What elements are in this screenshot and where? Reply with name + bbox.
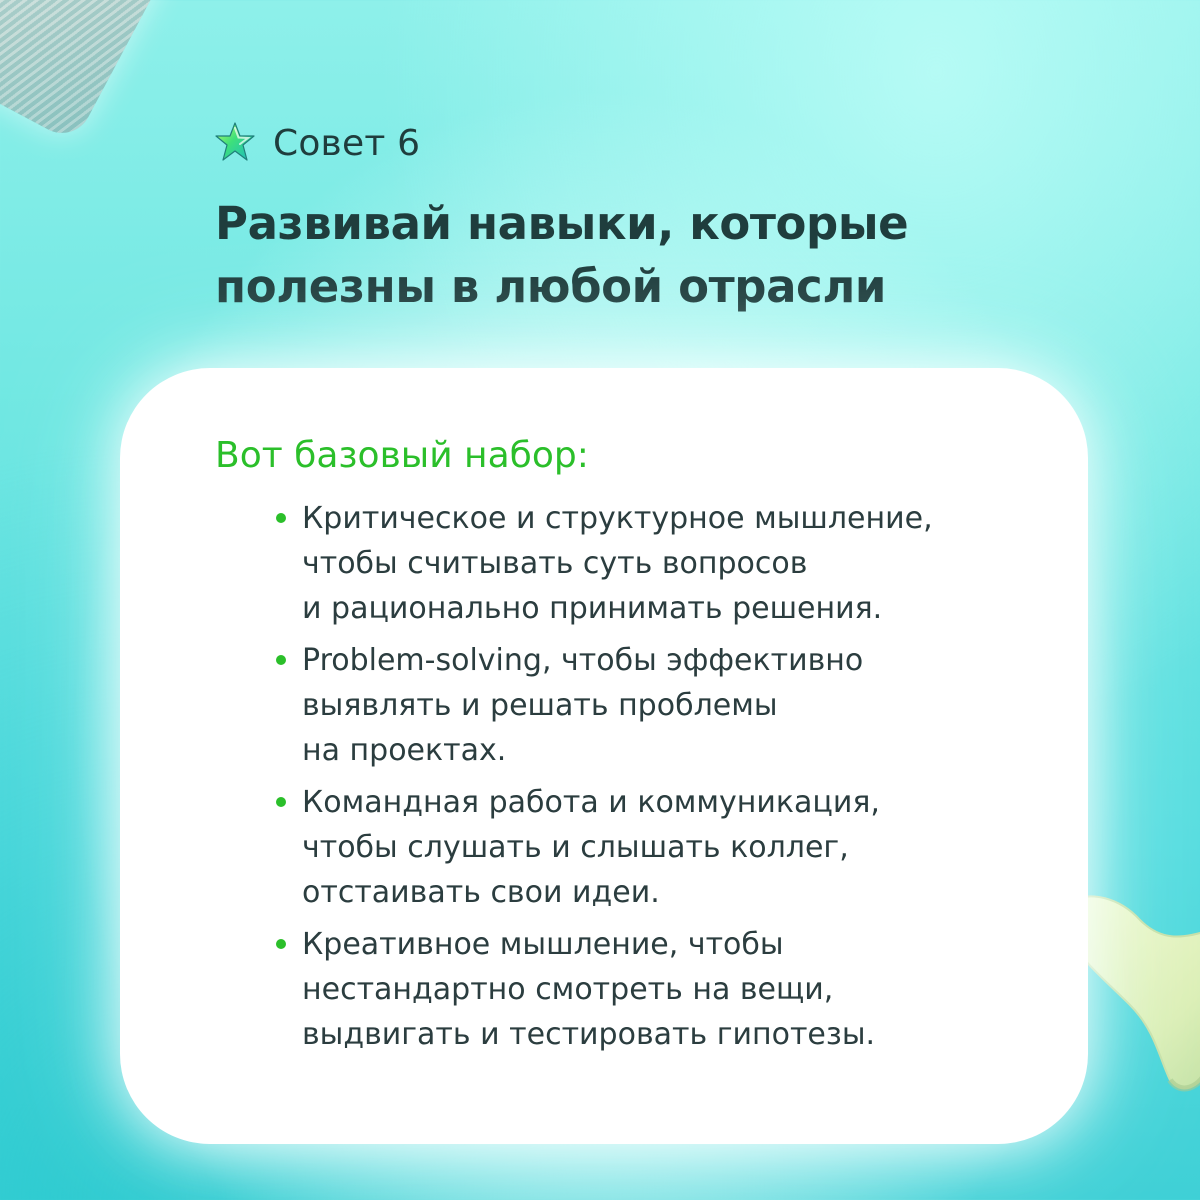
tip-header [213,118,420,168]
list-item-line: Критическое и структурное мышление, [302,501,933,536]
list-item-line: Командная работа и коммуникация, [302,785,880,820]
list-item [272,922,1052,1057]
bullet-dot-icon [276,797,286,807]
star-icon [213,121,257,165]
tip-label: Совет 6 [273,122,421,164]
list-item-line: и рационально принимать решения. [302,591,883,626]
list-item-line: выявлять и решать проблемы [302,688,778,723]
list-item [272,780,1052,915]
decorative-textured-shape [0,0,182,143]
skills-list [272,496,1052,1064]
bullet-dot-icon [276,939,286,949]
bullet-dot-icon [276,513,286,523]
page-title [215,192,1115,318]
card-heading: Вот базовый набор: [215,435,589,476]
list-item [272,638,1052,773]
title-line: полезны в любой отрасли [215,260,887,313]
list-item-line: отстаивать свои идеи. [302,875,660,910]
list-item-line: Креативное мышление, чтобы [302,927,784,962]
list-item-line: Problem-solving, чтобы эффективно [302,643,864,678]
list-item-line: на проектах. [302,733,507,768]
title-line: Развивай навыки, которые [215,197,909,250]
list-item [272,496,1052,631]
list-item-line: чтобы считывать суть вопросов [302,546,808,581]
list-item-line: выдвигать и тестировать гипотезы. [302,1017,876,1052]
list-item-line: чтобы слушать и слышать коллег, [302,830,849,865]
bullet-dot-icon [276,655,286,665]
list-item-line: нестандартно смотреть на вещи, [302,972,834,1007]
